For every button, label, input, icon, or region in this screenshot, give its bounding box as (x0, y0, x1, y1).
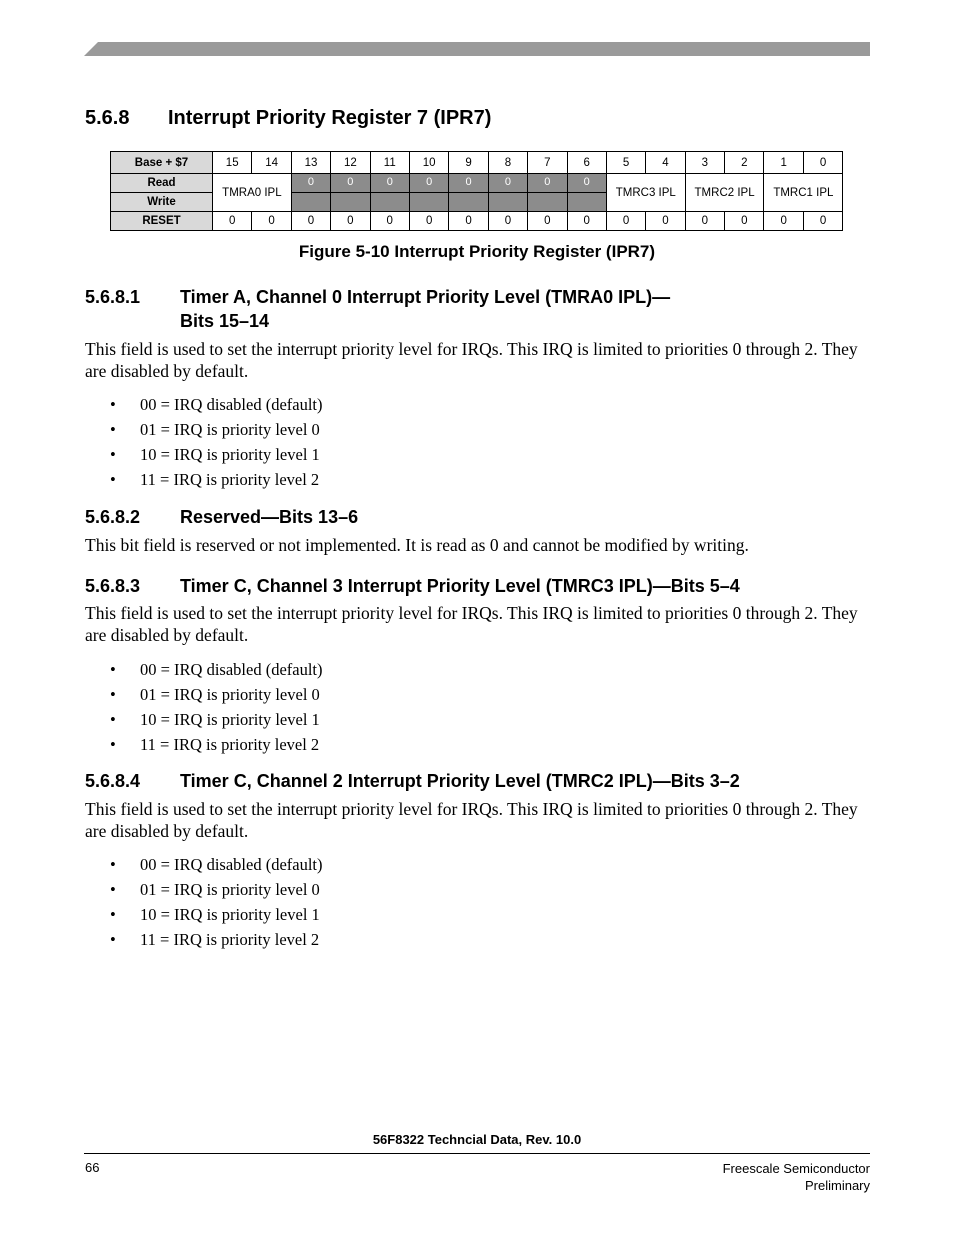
subsection-title-cont: Bits 15–14 (180, 311, 270, 331)
register-reset-row (111, 212, 843, 231)
page-number: 66 (85, 1160, 100, 1175)
bit-number: 3 (685, 152, 724, 174)
bit-number: 10 (409, 152, 448, 174)
bullet-icon: • (110, 445, 116, 464)
bullet-icon: • (110, 880, 116, 899)
bit-number: 8 (488, 152, 527, 174)
register-table (110, 151, 843, 231)
reserved-read-bit: 0 (488, 174, 527, 193)
write-label: Write (111, 193, 213, 212)
bullet-icon: • (110, 710, 116, 729)
bit-number: 15 (213, 152, 252, 174)
header-banner (84, 42, 870, 56)
list-item: • 10 = IRQ is priority level 1 (110, 905, 320, 924)
company-name: Freescale Semiconductor (722, 1161, 870, 1176)
footer-company-block (723, 1160, 870, 1194)
document-status: Preliminary (804, 1178, 870, 1193)
list-item: • 11 = IRQ is priority level 2 (110, 930, 320, 949)
reset-value: 0 (252, 212, 291, 231)
bullet-icon: • (110, 470, 116, 489)
reserved-write-bit (449, 193, 488, 212)
reserved-write-bit (331, 193, 370, 212)
subsection-heading-tmrc3 (85, 574, 740, 598)
bit-number: 4 (646, 152, 685, 174)
register-read-row (111, 174, 843, 193)
bit-number: 14 (252, 152, 291, 174)
subsection-title: Reserved—Bits 13–6 (180, 507, 359, 527)
subsection-title: Timer C, Channel 2 Interrupt Priority Level (TMRC2 IPL)—Bits 3–2 (180, 771, 740, 791)
list-item: • 11 = IRQ is priority level 2 (110, 735, 320, 754)
reset-value: 0 (370, 212, 409, 231)
bit-number: 13 (291, 152, 330, 174)
bullet-icon: • (110, 685, 116, 704)
register-base-label: Base + $7 (111, 152, 213, 174)
list-item: • 00 = IRQ disabled (default) (110, 855, 323, 874)
subsection-number: 5.6.8.4 (85, 771, 141, 791)
paragraph: This field is used to set the interrupt priority level for IRQs. This IRQ is limited to priorities 0 through 2. They are disabled by default. (85, 339, 858, 381)
reserved-write-bit (488, 193, 527, 212)
reset-value: 0 (528, 212, 567, 231)
reserved-write-bit (409, 193, 448, 212)
list-item: • 01 = IRQ is priority level 0 (110, 880, 320, 899)
reset-label: RESET (111, 212, 213, 231)
list-item: • 10 = IRQ is priority level 1 (110, 445, 320, 464)
footer-doc-title: 56F8322 Techncial Data, Rev. 10.0 (372, 1132, 582, 1147)
section-number: 5.6.8 (85, 107, 130, 129)
footer-divider (84, 1153, 870, 1154)
field-tmrc3-ipl: TMRC3 IPL (606, 174, 685, 212)
bit-number: 2 (725, 152, 764, 174)
list-item: • 01 = IRQ is priority level 0 (110, 685, 320, 704)
reset-value: 0 (567, 212, 606, 231)
subsection-heading-tmrc2 (85, 769, 740, 793)
field-tmra0-ipl: TMRA0 IPL (213, 174, 292, 212)
field-tmrc2-ipl: TMRC2 IPL (685, 174, 764, 212)
reserved-write-bit (528, 193, 567, 212)
list-item: • 00 = IRQ disabled (default) (110, 660, 323, 679)
reset-value: 0 (409, 212, 448, 231)
list-item: • 10 = IRQ is priority level 1 (110, 710, 320, 729)
reset-value: 0 (449, 212, 488, 231)
reset-value: 0 (685, 212, 724, 231)
bit-number: 0 (803, 152, 842, 174)
bullet-icon: • (110, 855, 116, 874)
bit-number: 5 (606, 152, 645, 174)
bit-number: 7 (528, 152, 567, 174)
paragraph: This field is used to set the interrupt priority level for IRQs. This IRQ is limited to priorities 0 through 2. They are disabled by default. (85, 799, 858, 841)
subsection-number: 5.6.8.1 (85, 287, 141, 307)
reserved-write-bit (370, 193, 409, 212)
bullet-icon: • (110, 420, 116, 439)
reset-value: 0 (291, 212, 330, 231)
bullet-list (110, 660, 323, 760)
reserved-read-bit: 0 (291, 174, 330, 193)
bullet-icon: • (110, 930, 116, 949)
reserved-read-bit: 0 (370, 174, 409, 193)
reset-value: 0 (488, 212, 527, 231)
bullet-icon: • (110, 660, 116, 679)
subsection-number: 5.6.8.3 (85, 576, 141, 596)
bit-number: 9 (449, 152, 488, 174)
subsection-number: 5.6.8.2 (85, 507, 141, 527)
field-tmrc1-ipl: TMRC1 IPL (764, 174, 843, 212)
section-heading (85, 107, 491, 130)
bullet-icon: • (110, 735, 116, 754)
bullet-icon: • (110, 905, 116, 924)
reset-value: 0 (646, 212, 685, 231)
paragraph: This bit field is reserved or not implemented. It is read as 0 and cannot be modified by writing. (85, 535, 749, 555)
reserved-read-bit: 0 (409, 174, 448, 193)
reset-value: 0 (725, 212, 764, 231)
bullet-list (110, 855, 323, 955)
paragraph: This field is used to set the interrupt priority level for IRQs. This IRQ is limited to priorities 0 through 2. They are disabled by default. (85, 603, 858, 645)
subsection-heading-reserved (85, 505, 358, 529)
reserved-write-bit (567, 193, 606, 212)
bit-number: 12 (331, 152, 370, 174)
bit-number: 6 (567, 152, 606, 174)
list-item: • 01 = IRQ is priority level 0 (110, 420, 320, 439)
bullet-icon: • (110, 395, 116, 414)
register-bit-row (111, 152, 843, 174)
reserved-read-bit: 0 (449, 174, 488, 193)
list-item: • 00 = IRQ disabled (default) (110, 395, 323, 414)
subsection-title: Timer A, Channel 0 Interrupt Priority Level (TMRA0 IPL)— (180, 287, 671, 307)
read-label: Read (111, 174, 213, 193)
reset-value: 0 (606, 212, 645, 231)
reset-value: 0 (764, 212, 803, 231)
reset-value: 0 (213, 212, 252, 231)
reset-value: 0 (331, 212, 370, 231)
reserved-read-bit: 0 (567, 174, 606, 193)
reserved-read-bit: 0 (331, 174, 370, 193)
figure-caption: Figure 5-10 Interrupt Priority Register (IPR7) (298, 242, 656, 261)
reserved-read-bit: 0 (528, 174, 567, 193)
bullet-list (110, 395, 323, 495)
subsection-title: Timer C, Channel 3 Interrupt Priority Level (TMRC3 IPL)—Bits 5–4 (180, 576, 740, 596)
section-title: Interrupt Priority Register 7 (IPR7) (168, 107, 492, 129)
list-item: • 11 = IRQ is priority level 2 (110, 470, 320, 489)
bit-number: 11 (370, 152, 409, 174)
bit-number: 1 (764, 152, 803, 174)
reserved-write-bit (291, 193, 330, 212)
subsection-heading-tmra0 (85, 285, 670, 333)
reset-value: 0 (803, 212, 842, 231)
